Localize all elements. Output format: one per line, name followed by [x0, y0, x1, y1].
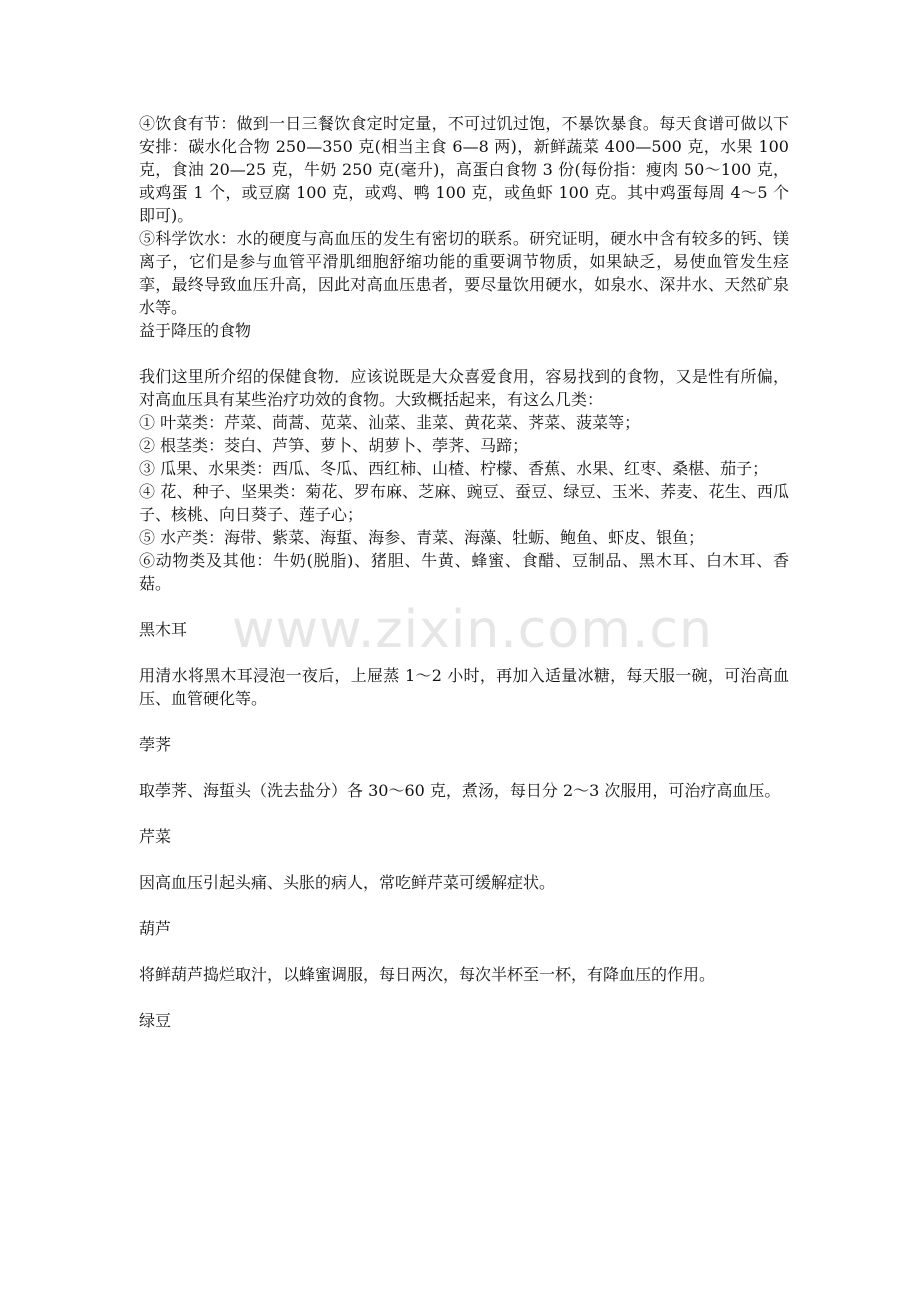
list-item-aquatic: ⑤ 水产类：海带、紫菜、海蜇、海参、青菜、海藻、牡蛎、鲍鱼、虾皮、银鱼； [139, 528, 705, 547]
spacer [139, 710, 789, 733]
spacer [139, 756, 789, 779]
paragraph-water-chestnut: 取荸荠、海蜇头（洗去盐分）各 30～60 克，煮汤，每日分 2～3 次服用，可治疗高血压。 [139, 781, 781, 800]
watermark: www.zixin.com.cn [232, 600, 713, 660]
paragraph-black-fungus: 用清水将黑木耳浸泡一夜后，上屉蒸 1～2 小时，再加入适量冰糖，每天服一碗，可治高血压、血管硬化等。 [139, 666, 789, 708]
heading-celery: 芹菜 [139, 827, 172, 846]
heading-water-chestnut: 荸荠 [139, 735, 172, 754]
heading-gourd: 葫芦 [139, 919, 172, 938]
spacer [139, 802, 789, 825]
paragraph-intro-foods: 我们这里所介绍的保健食物．应该说既是大众喜爱食用，容易找到的食物，又是性有所偏，对高血压具有某些治疗功效的食物。大致概括起来，有这么几类： [139, 367, 789, 409]
list-item-fruit: ③ 瓜果、水果类：西瓜、冬瓜、西红柿、山楂、柠檬、香蕉、水果、红枣、桑椹、茄子； [139, 459, 769, 478]
paragraph-gourd: 将鲜葫芦捣烂取汁，以蜂蜜调服，每日两次，每次半杯至一杯，有降血压的作用。 [139, 965, 716, 984]
heading-mung-bean: 绿豆 [139, 1011, 172, 1030]
section-heading-foods: 益于降压的食物 [139, 321, 252, 340]
list-item-animal: ⑥动物类及其他：牛奶(脱脂)、猪胆、牛黄、蜂蜜、食醋、豆制品、黑木耳、白木耳、香菇。 [139, 551, 789, 593]
spacer [139, 986, 789, 1009]
spacer [139, 940, 789, 963]
document-body [139, 112, 789, 1032]
list-item-seeds: ④ 花、种子、坚果类：菊花、罗布麻、芝麻、豌豆、蚕豆、绿豆、玉米、荞麦、花生、西瓜子、核桃、向日葵子、莲子心； [139, 482, 789, 524]
paragraph-diet-moderation: ④饮食有节：做到一日三餐饮食定时定量，不可过饥过饱，不暴饮暴食。每天食谱可做以下安排：碳水化合物 250—350 克(相当主食 6—8 两)，新鲜蔬菜 400—500 克，水果 100 克，食油 20—25 克，牛奶 250 克(毫升)，高蛋白食物 3 份(每份指：瘦肉 50～100 克，或鸡蛋 1 个，或豆腐 100 克，或鸡、鸭 100 克，或鱼虾 100 克。其中鸡蛋每周 4～5 个即可)。 [139, 114, 789, 225]
spacer [139, 595, 789, 618]
spacer [139, 342, 789, 365]
list-item-root: ② 根茎类：茭白、芦笋、萝卜、胡萝卜、荸荠、马蹄； [139, 436, 529, 455]
paragraph-scientific-water: ⑤科学饮水：水的硬度与高血压的发生有密切的联系。研究证明，硬水中含有较多的钙、镁离子，它们是参与血管平滑肌细胞舒缩功能的重要调节物质，如果缺乏，易使血管发生痉挛，最终导致血压升高，因此对高血压患者，要尽量饮用硬水，如泉水、深井水、天然矿泉水等。 [139, 229, 789, 317]
list-item-leafy: ① 叶菜类：芹菜、茼蒿、苋菜、汕菜、韭菜、黄花菜、荠菜、菠菜等； [139, 413, 641, 432]
heading-black-fungus: 黑木耳 [139, 620, 188, 639]
paragraph-celery: 因高血压引起头痛、头胀的病人，常吃鲜芹菜可缓解症状。 [139, 873, 556, 892]
spacer [139, 894, 789, 917]
spacer [139, 848, 789, 871]
spacer [139, 641, 789, 664]
